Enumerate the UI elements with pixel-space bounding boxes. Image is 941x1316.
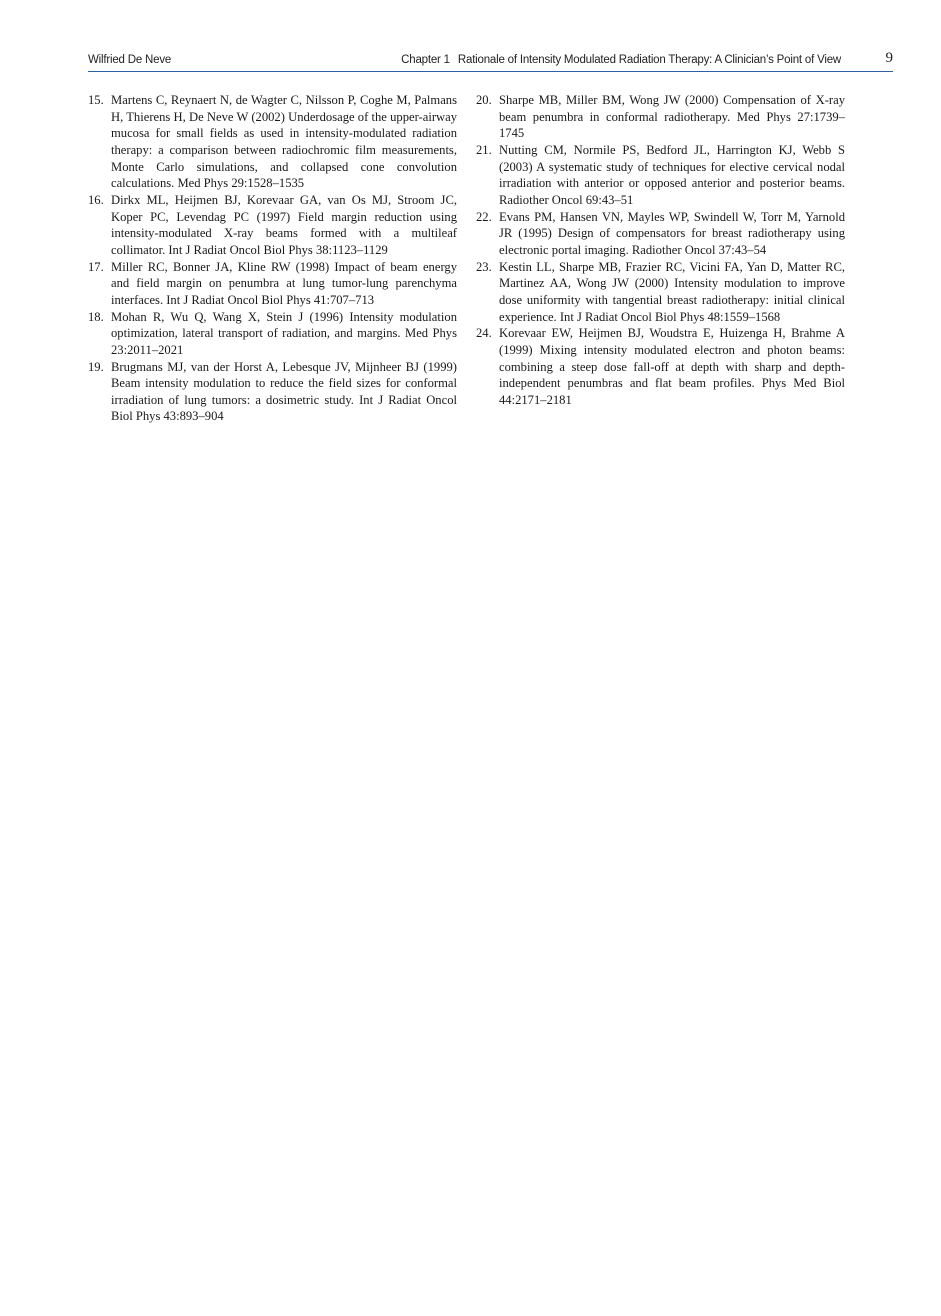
reference-text: Martens C, Reynaert N, de Wagter C, Nilsson P, Coghe M, Palmans H, Thierens H, De Neve W (2002) Underdosage of the upper-airway mucosa for small fields as used in intensity-modulated radiation therapy: a comparison between radiochromic film measurements, Monte Carlo simulations, and collapsed cone convolution calculations. Med Phys 29:1528–1535	[111, 93, 457, 191]
page-number: 9	[885, 50, 893, 66]
reference-text: Sharpe MB, Miller BM, Wong JW (2000) Compensation of X-ray beam penumbra in conformal radiotherapy. Med Phys 27:1739–1745	[499, 93, 845, 141]
reference-number: 22.	[476, 209, 492, 224]
reference-number: 21.	[476, 142, 492, 157]
reference-item	[476, 142, 845, 209]
reference-column-right	[476, 92, 845, 408]
chapter-title: Rationale of Intensity Modulated Radiation Therapy: A Clinician’s Point of View	[457, 54, 841, 66]
running-head-chapter	[401, 54, 841, 66]
reference-text: Nutting CM, Normile PS, Bedford JL, Harrington KJ, Webb S (2003) A systematic study of techniques for elective cervical nodal irradiation with anterior or opposed anterior and posterior beams. Radiother Oncol 69:43–51	[499, 142, 845, 207]
reference-item	[476, 92, 845, 142]
reference-number: 23.	[476, 259, 492, 274]
reference-text: Brugmans MJ, van der Horst A, Lebesque JV, Mijnheer BJ (1999) Beam intensity modulation to reduce the field sizes for conformal irradiation of lung tumors: a dosimetric study. Int J Radiat Oncol Biol Phys 43:893–904	[111, 359, 457, 424]
reference-number: 16.	[88, 192, 104, 207]
reference-number: 24.	[476, 326, 492, 341]
reference-item	[88, 309, 457, 359]
reference-text: Kestin LL, Sharpe MB, Frazier RC, Vicini FA, Yan D, Matter RC, Martinez AA, Wong JW (2000) Intensity modulation to improve dose uniformity with tangential breast radiotherapy: initial clinical experience. Int J Radiat Oncol Biol Phys 48:1559–1568	[499, 259, 845, 324]
reference-number: 19.	[88, 359, 104, 374]
reference-text: Korevaar EW, Heijmen BJ, Woudstra E, Huizenga H, Brahme A (1999) Mixing intensity modulated electron and photon beams: combining a steep dose fall-off at depth with sharp and depth-independent penumbras and flat beam profiles. Phys Med Biol 44:2171–2181	[499, 326, 845, 407]
reference-number: 15.	[88, 93, 104, 107]
reference-item	[476, 259, 845, 326]
reference-item	[476, 209, 845, 259]
reference-item	[88, 359, 457, 426]
reference-number: 20.	[476, 93, 492, 107]
reference-item	[88, 92, 457, 192]
reference-text: Mohan R, Wu Q, Wang X, Stein J (1996) Intensity modulation optimization, lateral transport of radiation, and margins. Med Phys 23:2011–2021	[111, 309, 457, 357]
reference-item	[88, 259, 457, 309]
reference-text: Miller RC, Bonner JA, Kline RW (1998) Impact of beam energy and field margin on penumbra at lung tumor-lung parenchyma interfaces. Int J Radiat Oncol Biol Phys 41:707–713	[111, 259, 457, 307]
running-header	[88, 50, 893, 72]
reference-number: 17.	[88, 259, 104, 274]
running-head-author: Wilfried De Neve	[88, 54, 172, 66]
reference-number: 18.	[88, 309, 104, 324]
reference-text: Evans PM, Hansen VN, Mayles WP, Swindell W, Torr M, Yarnold JR (1995) Design of compensators for breast radiotherapy using electronic portal imaging. Radiother Oncol 37:43–54	[499, 209, 845, 257]
reference-text: Dirkx ML, Heijmen BJ, Korevaar GA, van Os MJ, Stroom JC, Koper PC, Levendag PC (1997) Field margin reduction using intensity-modulated X-ray beams formed with a multileaf collimator. Int J Radiat Oncol Biol Phys 38:1123–1129	[111, 192, 457, 257]
header-rule	[88, 71, 893, 72]
reference-item	[88, 192, 457, 259]
reference-item	[476, 325, 845, 408]
reference-column-left	[88, 92, 457, 425]
chapter-number: Chapter 1	[401, 54, 450, 66]
